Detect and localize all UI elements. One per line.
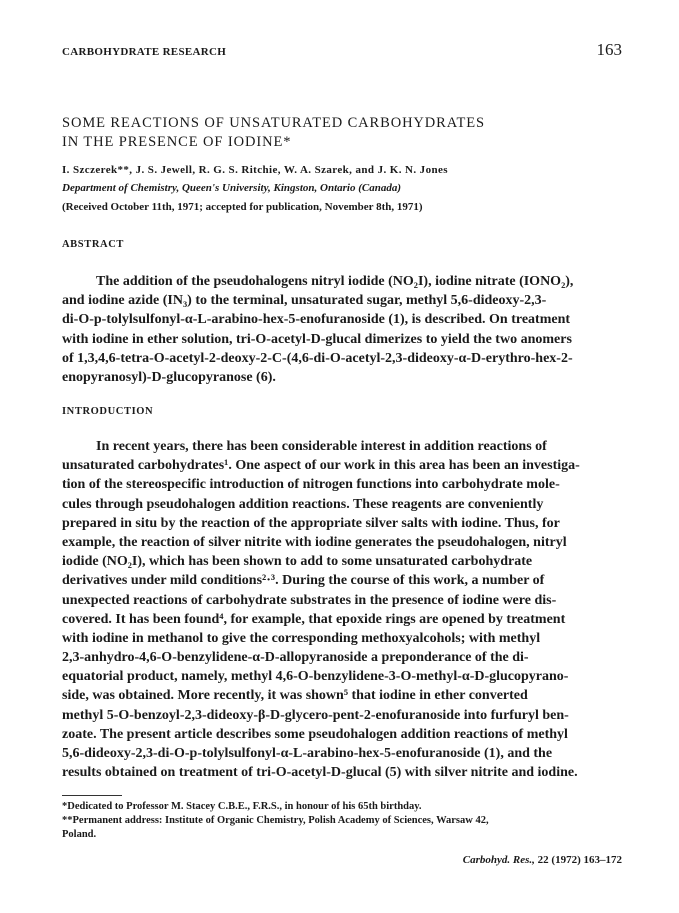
journal-citation — [463, 854, 622, 866]
abstract-line: of 1,3,4,6-tetra-O-acetyl-2-deoxy-2-C-(4,6-di-O-acetyl-2,3-dideoxy-α-D-erythro-hex-2- — [62, 350, 573, 366]
footnote-dedication: *Dedicated to Professor M. Stacey C.B.E., F.R.S., in honour of his 65th birthday. — [62, 801, 422, 812]
author-list: I. Szczerek**, J. S. Jewell, R. G. S. Ritchie, W. A. Szarek, and J. K. N. Jones — [62, 164, 448, 176]
intro-line: In recent years, there has been considerable interest in addition reactions of — [96, 439, 547, 454]
abstract-line: and iodine azide (IN₃) to the terminal, unsaturated sugar, methyl 5,6-dideoxy-2,3- — [62, 293, 547, 309]
footnote-divider — [62, 795, 122, 796]
intro-line: iodide (NO₂I), which has been shown to add to some unsaturated carbohydrate — [62, 554, 533, 570]
intro-line: zoate. The present article describes some pseudohalogen addition reactions of methyl — [62, 726, 568, 742]
abstract-line: with iodine in ether solution, tri-O-acetyl-D-glucal dimerizes to yield the two anomers — [62, 331, 572, 347]
article-title — [62, 114, 622, 152]
intro-line: prepared in situ by the reaction of the appropriate silver salts with iodine. Thus, for — [62, 515, 560, 531]
intro-line: equatorial product, namely, methyl 4,6-O-benzylidene-3-O-methyl-α-D-glucopyrano- — [62, 669, 569, 685]
abstract-line: The addition of the pseudohalogens nitryl iodide (NO₂I), iodine nitrate (IONO₂), — [96, 274, 574, 289]
intro-line: with iodine in methanol to give the corresponding methoxyalcohols; with methyl — [62, 630, 541, 646]
intro-line: example, the reaction of silver nitrite with iodine generates the pseudohalogen, nitryl — [62, 534, 567, 550]
intro-line: 5,6-dideoxy-2,3-di-O-p-tolylsulfonyl-α-L-arabino-hex-5-enofuranoside (1), and the — [62, 746, 553, 761]
intro-line: 2,3-anhydro-4,6-O-benzylidene-α-D-allopyranoside a preponderance of the di- — [62, 650, 529, 666]
footnotes — [62, 800, 622, 842]
introduction-body — [62, 437, 622, 782]
intro-line: methyl 5-O-benzoyl-2,3-dideoxy-β-D-glycero-pent-2-enofuranoside into furfuryl ben- — [62, 707, 569, 723]
citation-journal: Carbohyd. Res., — [462, 854, 535, 866]
abstract-line: di-O-p-tolylsulfonyl-α-L-arabino-hex-5-enofuranoside (1), is described. On treatment — [62, 312, 571, 328]
citation-details: 22 (1972) 163–172 — [537, 854, 622, 866]
intro-line: covered. It has been found⁴, for example, that epoxide rings are opened by treatment — [62, 611, 566, 627]
intro-line: unexpected reactions of carbohydrate substrates in the presence of iodine were dis- — [62, 592, 557, 608]
title-line: SOME REACTIONS OF UNSATURATED CARBOHYDRATES — [62, 115, 485, 131]
intro-line: results obtained on treatment of tri-O-acetyl-D-glucal (5) with silver nitrite and iodine. — [62, 765, 578, 781]
abstract-heading: ABSTRACT — [62, 239, 124, 250]
journal-name: CARBOHYDRATE RESEARCH — [62, 46, 227, 58]
intro-line: unsaturated carbohydrates¹. One aspect of our work in this area has been an investiga- — [62, 458, 580, 474]
abstract-line: enopyranosyl)-D-glucopyranose (6). — [62, 369, 276, 385]
footnote-address-cont: Poland. — [62, 829, 97, 840]
abstract-body — [62, 272, 622, 387]
received-date: (Received October 11th, 1971; accepted for publication, November 8th, 1971) — [62, 201, 423, 213]
intro-line: cules through pseudohalogen addition reactions. These reagents are conveniently — [62, 496, 544, 512]
intro-line: tion of the stereospecific introduction of nitrogen functions into carbohydrate mole- — [62, 477, 560, 493]
title-line: IN THE PRESENCE OF IODINE* — [62, 134, 292, 150]
affiliation: Department of Chemistry, Queen's University, Kingston, Ontario (Canada) — [62, 182, 401, 194]
page-number: 163 — [596, 40, 622, 59]
footnote-address: **Permanent address: Institute of Organic Chemistry, Polish Academy of Sciences, Warsaw 42, — [62, 815, 489, 826]
introduction-heading: INTRODUCTION — [62, 406, 154, 417]
intro-line: derivatives under mild conditions²·³. During the course of this work, a number of — [62, 573, 545, 589]
running-head — [62, 40, 622, 62]
intro-line: side, was obtained. More recently, it was shown⁵ that iodine in ether converted — [62, 688, 528, 704]
